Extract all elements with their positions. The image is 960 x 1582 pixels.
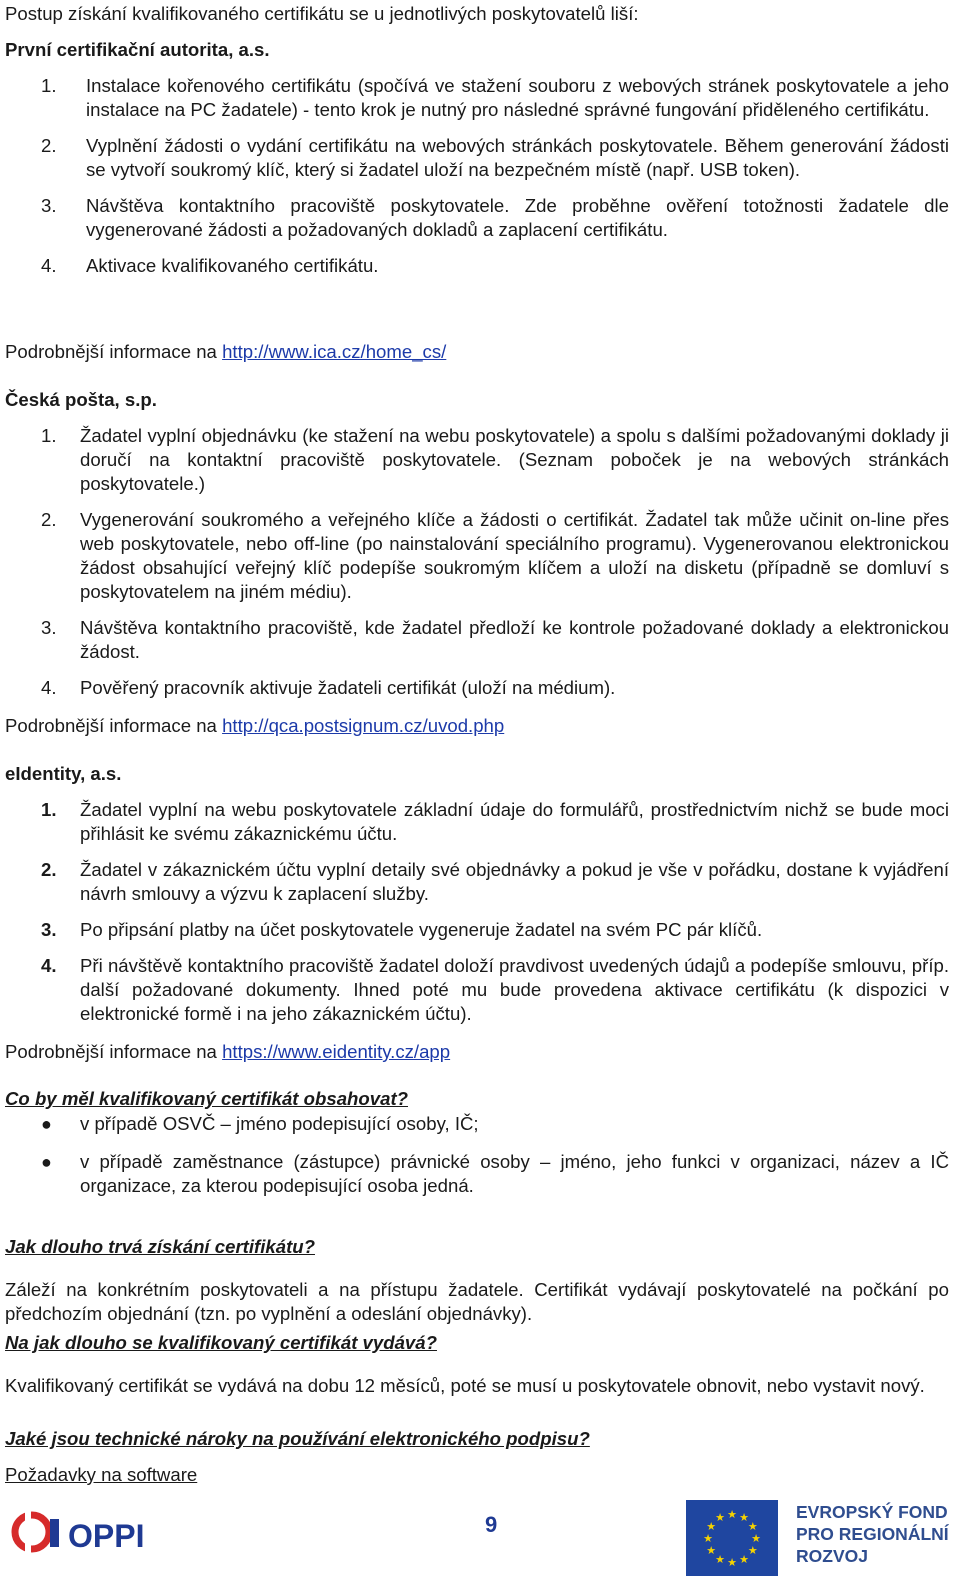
eu-star: ★ — [727, 1557, 737, 1569]
eu-star: ★ — [715, 1553, 725, 1566]
eu-star: ★ — [706, 1545, 717, 1557]
question-technical: Jaké jsou technické nároky na používání elektronického podpisu? — [5, 1428, 590, 1449]
list-item: 1. Žadatel vyplní na webu poskytovatele základní údaje do formulářů, prostřednictvím nichž se bude moci přihlásit ke svému zákaznickému účtu. — [41, 799, 949, 844]
section-title-eidentity: eIdentity, a.s. — [5, 763, 122, 784]
eu-flag-icon — [686, 1500, 778, 1576]
list-item: ● v případě zaměstnance (zástupce) právnické osoby – jméno, jeho funkci v organizaci, název a IČ organizace, za kterou podepisující osoba jedná. — [41, 1151, 949, 1196]
eu-star: ★ — [739, 1553, 749, 1566]
list-item: 2. Vyplnění žádosti o vydání certifikátu na webových stránkách poskytovatele. Během generování žádosti se vytvoří soukromý klíč, který si žadatel uloží na bezpečném místě (např. USB token). — [41, 135, 949, 180]
list-item: 1. Žadatel vyplní objednávku (ke stažení na webu poskytovatele) a spolu s dalšími požadovanými doklady ji doručí na kontaktní pracoviště poskytovatele. (Seznam poboček je na webových stránkách poskytovatele.) — [41, 425, 949, 494]
contents-bullets — [5, 1112, 949, 1212]
list-item: 3. Návštěva kontaktního pracoviště poskytovatele. Zde proběhne ověření totožnosti žadatele dle vygenerované žádosti a požadovaných dokladů a zaplacení certifikátu. — [41, 195, 949, 240]
steps-list-posta — [5, 424, 949, 712]
eu-star: ★ — [703, 1533, 713, 1545]
answer-validity: Kvalifikovaný certifikát se vydává na dobu 12 měsíců, poté se musí u poskytovatele obnovit, nebo vystavit nový. — [5, 1374, 925, 1396]
list-item: 3. Po připsání platby na účet poskytovatele vygeneruje žadatel na svém PC pár klíčů. — [41, 919, 763, 940]
ica-link[interactable]: http://www.ica.cz/home_cs/ — [222, 341, 447, 362]
list-item: 4. Pověřený pracovník aktivuje žadateli certifikát (uloží na médium). — [41, 677, 616, 698]
erdf-text: EVROPSKÝ FOND PRO REGIONÁLNÍ ROZVOJ — [796, 1502, 949, 1566]
eu-star: ★ — [706, 1521, 717, 1533]
info-line-posta: Podrobnější informace na http://qca.postsignum.cz/uvod.php — [5, 715, 505, 736]
list-item: ● v případě OSVČ – jméno podepisující osoby, IČ; — [41, 1113, 479, 1134]
list-item: 1. Instalace kořenového certifikátu (spočívá ve stažení souboru z webových stránek poskytovatele a jeho instalace na PC žadatele) - tento krok je nutný pro následné správné fungování přiděleného certifikátu. — [41, 75, 949, 120]
section-title-posta: Česká pošta, s.p. — [5, 389, 157, 410]
eu-star: ★ — [747, 1545, 758, 1557]
intro-text: Postup získání kvalifikovaného certifikátu se u jednotlivých poskytovatelů liší: — [5, 3, 639, 24]
bullet-icon: ● — [41, 1114, 52, 1134]
eu-star: ★ — [727, 1509, 737, 1521]
eu-star: ★ — [751, 1533, 761, 1545]
question-validity: Na jak dlouho se kvalifikovaný certifikát vydává? — [5, 1332, 437, 1353]
info-line-eidentity: Podrobnější informace na https://www.eidentity.cz/app — [5, 1041, 451, 1062]
eidentity-link[interactable]: https://www.eidentity.cz/app — [222, 1041, 451, 1062]
list-item: 3. Návštěva kontaktního pracoviště, kde žadatel předloží ke kontrole požadované doklady a elektronickou žádost. — [41, 617, 949, 662]
eu-star: ★ — [747, 1521, 758, 1533]
steps-list-ica — [5, 74, 949, 290]
oppi-logo — [10, 1507, 175, 1557]
list-item: 2. Vygenerování soukromého a veřejného klíče a žádosti o certifikát. Žadatel tak může učinit on-line přes web poskytovatele, nebo off-line (po nainstalování speciálního programu). Vygenerovanou elektronickou žádost obsahující veřejný klíč podepíše soukromým klíčem a uloží na disketu (případně se domluví s poskytovatelem na jiném médiu). — [41, 509, 949, 602]
page-footer — [0, 1495, 960, 1582]
list-item: 2. Žadatel v zákaznickém účtu vyplní detaily své objednávky a pokud je vše v pořádku, dostane k vyjádření návrh smlouvy a výzvu k zaplacení služby. — [41, 859, 949, 904]
software-requirements-heading: Požadavky na software — [5, 1464, 198, 1485]
list-item: 4. Aktivace kvalifikovaného certifikátu. — [41, 255, 379, 276]
info-line-ica: Podrobnější informace na http://www.ica.cz/home_cs/ — [5, 341, 447, 362]
eu-star: ★ — [715, 1512, 725, 1525]
section-title-ica: První certifikační autorita, a.s. — [5, 39, 270, 60]
oppi-logo-text: OPPI — [68, 1518, 145, 1554]
eu-star: ★ — [739, 1512, 749, 1525]
bullet-icon: ● — [41, 1152, 52, 1172]
answer-duration: Záleží na konkrétním poskytovateli a na přístupu žadatele. Certifikát vydávají poskytovatelé na počkání po předchozím objednání (tzn. po vyplnění a odeslání objednávky). — [5, 1278, 949, 1324]
postsignum-link[interactable]: http://qca.postsignum.cz/uvod.php — [222, 715, 505, 736]
list-item: 4. Při návštěvě kontaktního pracoviště žadatel doloží pravdivost uvedených údajů a podepíše smlouvu, příp. další požadované dokumenty. Ihned poté mu bude provedena aktivace certifikátu (k dispozici v elektronické formě i na jeho zákaznickém účtu). — [41, 955, 949, 1024]
question-contents: Co by měl kvalifikovaný certifikát obsahovat? — [5, 1088, 408, 1109]
steps-list-eidentity — [5, 798, 949, 1038]
question-duration: Jak dlouho trvá získání certifikátu? — [5, 1236, 315, 1257]
page-number: 9 — [485, 1512, 498, 1537]
